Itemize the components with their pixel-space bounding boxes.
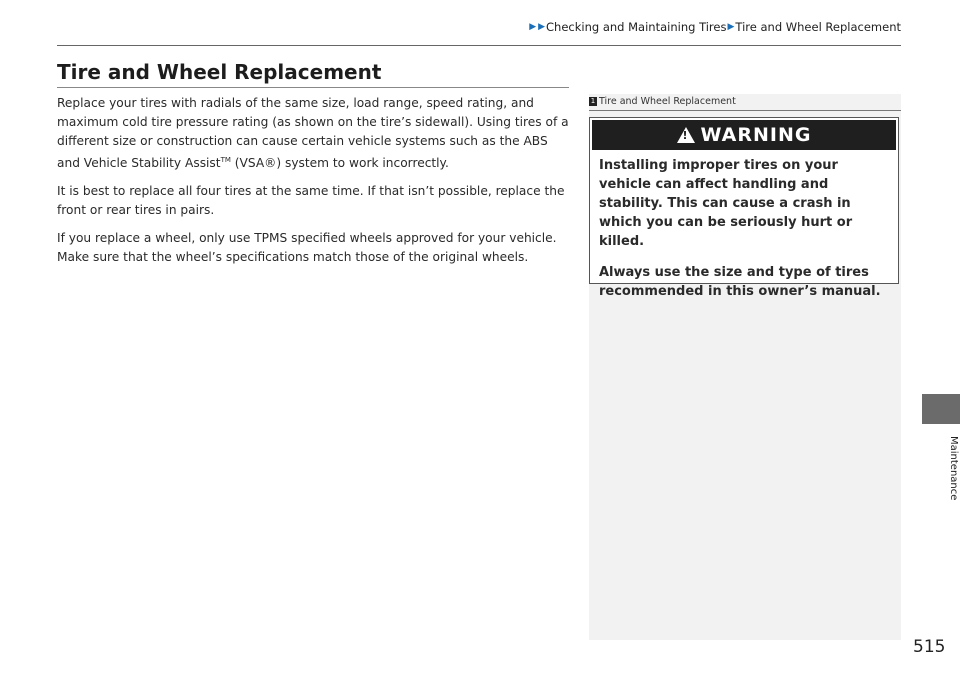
warning-body <box>590 152 898 301</box>
section-tab-marker <box>922 394 960 424</box>
side-note-divider <box>589 110 901 111</box>
warning-box <box>589 117 899 299</box>
main-text <box>57 94 572 276</box>
triangle-right-icon: ▶ <box>727 22 735 32</box>
page-title: Tire and Wheel Replacement <box>57 60 382 84</box>
triangle-right-icon: ▶ <box>529 22 537 32</box>
warning-text: Always use the size and type of tires recommended in this owner’s manual. <box>599 265 881 299</box>
breadcrumb <box>528 20 901 34</box>
breadcrumb-item[interactable]: Checking and Maintaining Tires <box>546 20 727 34</box>
warning-text: Installing improper tires on your vehicle can affect handling and stability. This can cause a crash in which you can be seriously hurt or killed. <box>599 158 853 249</box>
section-tab-label: Maintenance <box>948 435 959 501</box>
title-divider <box>57 87 569 88</box>
warning-label: WARNING <box>700 124 812 146</box>
paragraph: It is best to replace all four tires at the same time. If that isn’t possible, replace the front or rear tires in pairs. <box>57 184 565 218</box>
breadcrumb-item[interactable]: Tire and Wheel Replacement <box>735 20 901 34</box>
side-note-heading: 1 Tire and Wheel Replacement <box>590 96 736 107</box>
header-divider <box>57 45 901 46</box>
paragraph: Replace your tires with radials of the same size, load range, speed rating, and maximum cold tire pressure rating (as shown on the tire’s sidewall). Using tires of a different size or construction can cause certain vehicle systems such as the ABS and Vehicle Stability Assist™ (VSA®) system to work incorrectly. <box>57 96 569 171</box>
warning-triangle-icon <box>677 127 695 143</box>
reference-number-icon: 1 <box>590 97 596 105</box>
warning-header <box>592 120 896 150</box>
page-number: 515 <box>913 637 946 657</box>
triangle-right-icon: ▶ <box>538 22 546 32</box>
paragraph: If you replace a wheel, only use TPMS specified wheels approved for your vehicle. Make sure that the wheel’s specifications match those of the original wheels. <box>57 231 557 265</box>
